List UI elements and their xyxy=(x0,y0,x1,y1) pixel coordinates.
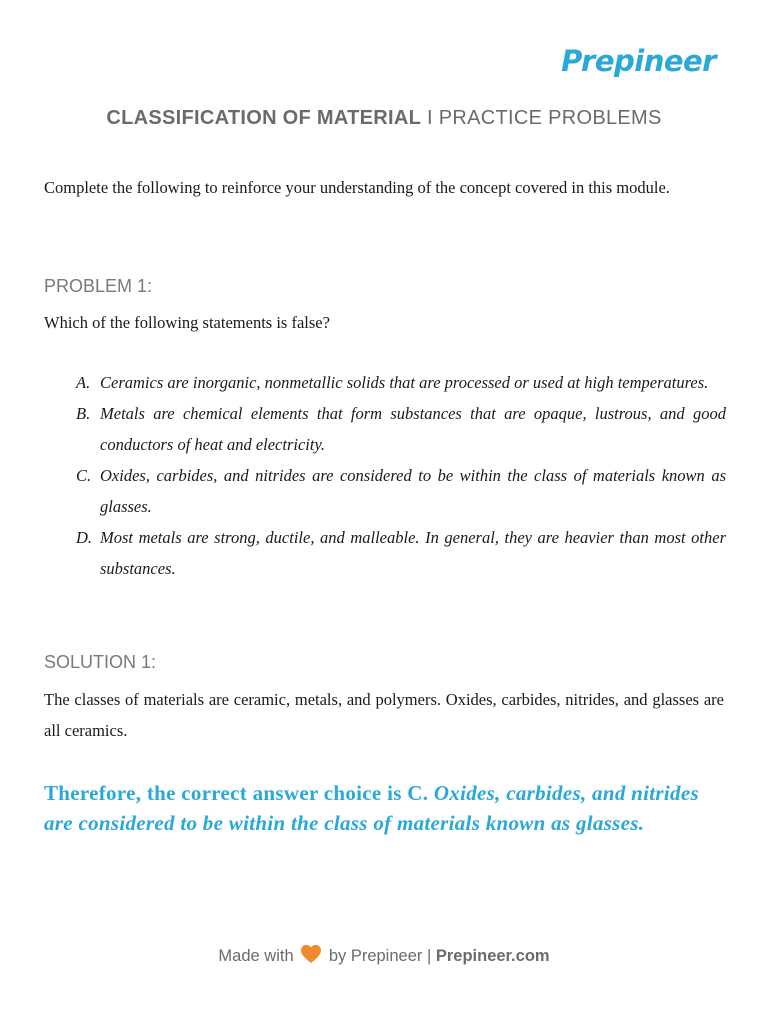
prepineer-logo: Prepineer xyxy=(561,44,716,78)
correct-answer-statement xyxy=(44,778,724,838)
heart-icon xyxy=(300,944,322,964)
option-letter: C. xyxy=(76,466,92,485)
option-letter: D. xyxy=(76,528,93,547)
page-title-subtitle: PRACTICE PROBLEMS xyxy=(438,107,662,129)
option-a xyxy=(76,367,726,398)
problem-question: Which of the following statements is false? xyxy=(44,313,330,332)
option-text: Ceramics are inorganic, nonmetallic solids that are processed or used at high temperatures. xyxy=(100,373,709,392)
page-title-topic: CLASSIFICATION OF MATERIAL xyxy=(106,107,422,129)
option-text: Metals are chemical elements that form substances that are opaque, lustrous, and good conductors of heat and electricity. xyxy=(100,404,726,454)
solution-paragraph: The classes of materials are ceramic, metals, and polymers. Oxides, carbides, nitrides, and glasses are all ceramics. xyxy=(44,690,724,740)
solution-heading: SOLUTION 1: xyxy=(44,652,157,672)
option-c xyxy=(76,460,726,522)
option-text: Most metals are strong, ductile, and malleable. In general, they are heavier than most other substances. xyxy=(100,528,726,578)
option-b xyxy=(76,398,726,460)
footer-site-link[interactable]: Prepineer.com xyxy=(435,947,550,965)
problem-heading: PROBLEM 1: xyxy=(44,276,153,296)
answer-choice-text: Oxides, carbides, and nitrides are considered to be within the class of materials known as glasses. xyxy=(44,781,699,835)
footer-by: by Prepineer | xyxy=(328,947,432,965)
option-letter: A. xyxy=(76,373,91,392)
answer-options-list xyxy=(76,367,726,584)
answer-prefix: Therefore, the correct answer choice is C. xyxy=(44,781,434,805)
option-letter: B. xyxy=(76,404,91,423)
intro-paragraph: Complete the following to reinforce your understanding of the concept covered in this module. xyxy=(44,178,670,197)
page-title xyxy=(0,107,768,130)
footer-made-with: Made with xyxy=(218,947,294,965)
option-text: Oxides, carbides, and nitrides are considered to be within the class of materials known as glasses. xyxy=(100,466,726,516)
option-d xyxy=(76,522,726,584)
footer xyxy=(0,944,768,966)
page-title-separator: I xyxy=(421,107,439,129)
